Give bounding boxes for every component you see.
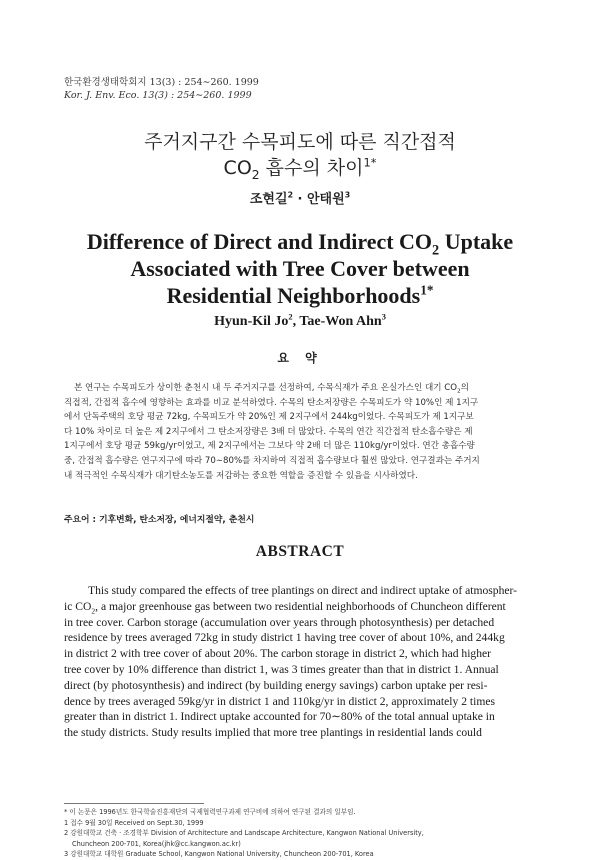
korean-abstract-heading: 요 약 bbox=[277, 351, 323, 365]
korean-abstract-line: 1지구에서 호당 평균 59kg/yr이었고, 제 2지구에서는 그보다 약 2배 더 많은 110kg/yr이었다. 연간 총흡수량 bbox=[64, 441, 475, 452]
footnotes bbox=[64, 807, 546, 860]
english-title-line-2: Associated with Tree Cover between bbox=[130, 256, 470, 281]
korean-abstract-line: 다 10% 차이로 더 높은 제 2지구에서 그 탄소저장량은 3배 더 많았다. 수목의 연간 직간접적 탄소흡수량은 제 bbox=[64, 426, 473, 437]
footnote-affiliation-1-cont: Chuncheon 200-701, Korea(jhk@cc.kangwon.ac.kr) bbox=[72, 839, 241, 848]
english-abstract-line: in district 2 with tree cover of about 20%. The carbon storage in district 2, which had higher bbox=[64, 647, 492, 661]
footnote-affiliation-1: 2 강원대학교 건축 · 조경학부 Division of Architecture and Landscape Architecture, Kangwon National University, bbox=[64, 829, 424, 838]
korean-authors: 조현길$^2$ · 안태원$^3$ bbox=[249, 190, 351, 207]
journal-citation bbox=[64, 76, 259, 102]
journal-citation-english: Kor. J. Env. Eco. 13(3) : 254∼260. 1999 bbox=[64, 90, 252, 101]
korean-author-1: 조현길 bbox=[249, 192, 288, 207]
english-abstract bbox=[64, 583, 544, 741]
keywords-label: 주요어 : bbox=[64, 515, 100, 525]
english-title-line-3: Residential Neighborhoods$^{1*}$ bbox=[166, 282, 434, 308]
footnote-funding: * 이 논문은 1996년도 한국학술진흥재단의 국제협력연구과제 연구비에 의하여 연구된 결과의 일부임. bbox=[64, 808, 356, 816]
english-title-line-1: Difference of Direct and Indirect $CO_2$ Uptake bbox=[86, 229, 514, 259]
korean-author-2: 안태원 bbox=[307, 192, 345, 207]
korean-abstract-line: 에서 단독주택의 호당 평균 72kg, 수목피도가 약 20%인 제 2지구에서 244kg이었다. 수목피도가 제 1지구보 bbox=[64, 412, 474, 423]
korean-title-line-2: $CO_2$ 흡수의 차이$^{1*}$ bbox=[223, 155, 377, 182]
english-abstract-line: residence by trees averaged 72kg in study district 1 having tree cover of about 10%, and 244kg bbox=[64, 631, 505, 645]
english-abstract-heading: ABSTRACT bbox=[255, 543, 345, 560]
english-abstract-line: This study compared the effects of tree plantings on direct and indirect uptake of atmospher- bbox=[88, 584, 518, 597]
korean-abstract bbox=[64, 381, 539, 483]
english-abstract-line: ic $CO_2$, a major greenhouse gas between two residential neighborhoods of Chuncheon different bbox=[64, 599, 506, 615]
footnote-received: 1 접수 9월 30일 Received on Sept.30, 1999 bbox=[64, 818, 204, 827]
keywords-text: 기후변화, 탄소저장, 에너지절약, 춘천시 bbox=[99, 515, 255, 525]
journal-citation-korean: 한국환경생태학회지 13(3) : 254∼260. 1999 bbox=[64, 77, 259, 88]
korean-title-line-1: 주거지구간 수목피도에 따른 직간접적 bbox=[144, 131, 456, 153]
english-author-2: Tae-Won Ahn bbox=[299, 314, 382, 329]
korean-abstract-line: 내 적극적인 수목식재가 대기탄소농도를 저감하는 중요한 역할을 증진할 수 있음을 시사하였다. bbox=[64, 470, 418, 481]
english-abstract-line: tree cover by 10% difference than district 1, was 3 times greater than that in district 1. Annual bbox=[64, 662, 499, 676]
english-abstract-line: in tree cover. Carbon storage (accumulation over years through photosynthesis) per detached bbox=[64, 615, 495, 629]
keywords bbox=[64, 512, 254, 525]
korean-abstract-line: 직접적, 간접적 흡수에 영향하는 효과를 비교 분석하였다. 수목의 탄소저장량은 수목피도가 약 10%인 제 1지구 bbox=[64, 397, 479, 408]
korean-abstract-line: 본 연구는 수목피도가 상이한 춘천시 내 두 주거지구를 선정하여, 수목식재가 주요 온실가스인 대기 $CO_2$의 bbox=[74, 383, 469, 395]
english-abstract-line: dence by trees averaged 59kg/yr in district 1 and 110kg/yr in distict 2, approximately 2 times bbox=[64, 694, 496, 708]
english-author-1: Hyun-Kil Jo bbox=[214, 314, 289, 329]
footnote-affiliation-2: 3 강원대학교 대학원 Graduate School, Kangwon National University, Chuncheon 200-701, Korea bbox=[64, 850, 374, 859]
english-abstract-line: direct (by photosynthesis) and indirect (by building energy savings) carbon uptake per resi- bbox=[64, 678, 488, 692]
english-abstract-line: greater than in district 1. Indirect uptake accounted for 70∼80% of the total annual uptake in bbox=[64, 710, 495, 724]
korean-abstract-line: 중, 간접적 흡수량은 연구지구에 따라 70∼80%를 차지하여 직접적 흡수량보다 훨씬 많았다. 연구결과는 주거지 bbox=[64, 455, 480, 466]
english-authors: Hyun-Kil Jo$^2$, Tae-Won Ahn$^3$ bbox=[214, 312, 386, 329]
english-abstract-line: the study districts. Study results implied that more tree plantings in residential lands could bbox=[64, 726, 482, 740]
footnote-divider bbox=[64, 803, 204, 804]
